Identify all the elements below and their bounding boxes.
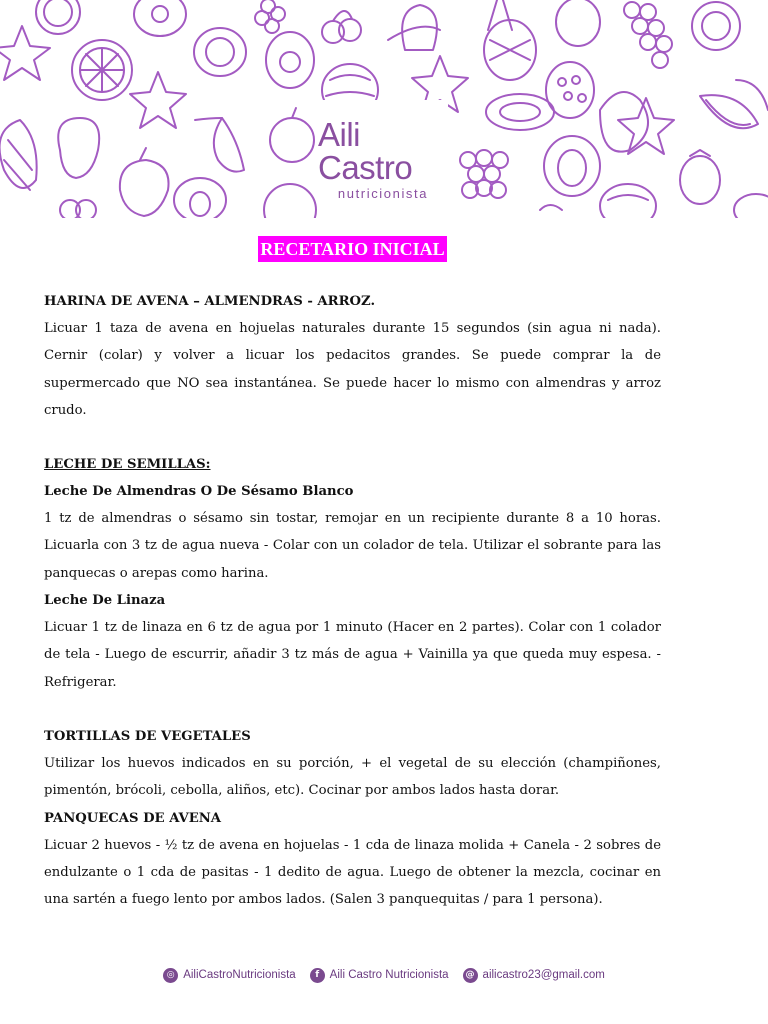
title-wrapper <box>44 236 661 262</box>
facebook-contact[interactable] <box>310 968 449 983</box>
email-address: ailicastro23@gmail.com <box>482 969 605 981</box>
document-body <box>44 236 661 913</box>
leche-linaza-heading: Leche De Linaza <box>44 593 166 609</box>
harina-heading: HARINA DE AVENA – ALMENDRAS - ARROZ. <box>44 294 376 309</box>
leche-almendras-text: 1 tz de almendras o sésamo sin tostar, remojar en un recipiente durante 8 a 10 horas. Licuarla con 3 tz de agua nueva - Colar con un colador de tela. Utilizar el sobrante para las panquecas o arepas como harina. <box>44 511 661 581</box>
facebook-icon: f <box>310 968 325 983</box>
brand-logo <box>318 100 448 218</box>
leche-almendras-heading: Leche De Almendras O De Sésamo Blanco <box>44 484 354 500</box>
leche-semillas-heading: LECHE DE SEMILLAS: <box>44 457 211 473</box>
contact-footer <box>0 962 768 988</box>
spacer <box>44 424 661 451</box>
email-icon: @ <box>463 968 478 983</box>
harina-text: Licuar 1 taza de avena en hojuelas naturales durante 15 segundos (sin agua ni nada). Cernir (colar) y volver a licuar los pedacitos grandes. Se puede comprar la de supermercado que NO sea instantánea. Se puede hacer lo mismo con almendras y arroz crudo. <box>44 321 661 418</box>
instagram-icon: ◎ <box>163 968 178 983</box>
instagram-contact[interactable] <box>163 968 295 983</box>
facebook-handle: Aili Castro Nutricionista <box>329 969 449 981</box>
email-contact[interactable] <box>463 968 605 983</box>
document-title: RECETARIO INICIAL <box>258 236 446 262</box>
tortillas-heading: TORTILLAS DE VEGETALES <box>44 728 251 744</box>
header-banner <box>0 0 768 218</box>
panquecas-text: Licuar 2 huevos - ½ tz de avena en hojuelas - 1 cda de linaza molida + Canela - 2 sobres de endulzante o 1 cda de pasitas - 1 dedito de agua. Luego de obtener la mezcla, cocinar en una sartén a fuego lento por ambos lados. (Salen 3 panquequitas / para 1 persona). <box>44 837 661 908</box>
leche-linaza-text: Licuar 1 tz de linaza en 6 tz de agua por 1 minuto (Hacer en 2 partes). Colar con 1 colador de tela - Luego de escurrir, añadir 3 tz más de agua + Vainilla ya que queda muy espesa. - Refrigerar. <box>44 620 661 690</box>
panquecas-heading: PANQUECAS DE AVENA <box>44 810 222 826</box>
instagram-handle: AiliCastroNutricionista <box>183 969 296 981</box>
brand-subtitle: nutricionista <box>337 185 429 201</box>
brand-name: Aili Castro <box>318 115 413 186</box>
spacer <box>44 696 661 723</box>
tortillas-text: Utilizar los huevos indicados en su porción, + el vegetal de su elección (champiñones, pimentón, brócoli, cebolla, aliños, etc). Cocinar por ambos lados hasta dorar. <box>44 755 661 799</box>
